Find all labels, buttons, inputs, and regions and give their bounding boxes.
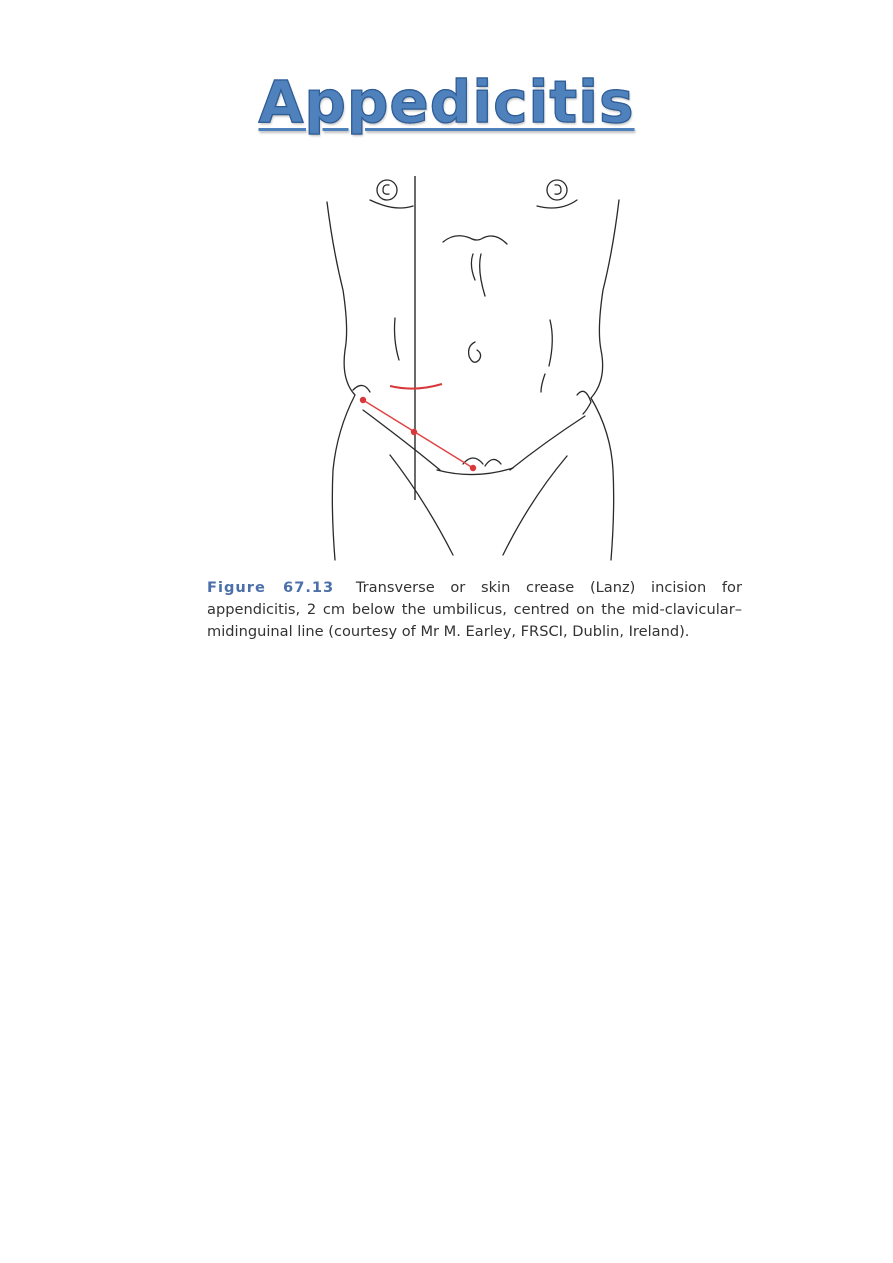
- figure-label: Figure 67.13: [207, 579, 335, 596]
- anterior-superior-iliac-spine-point: [360, 397, 366, 403]
- page-title: Appedicitis: [258, 68, 635, 136]
- figure-caption: [207, 577, 742, 643]
- right-abdominal-line-upper: [549, 320, 552, 366]
- right-areola: [555, 185, 561, 194]
- right-body-edge: [591, 200, 619, 560]
- left-areola: [383, 185, 389, 194]
- rib-arch: [443, 236, 507, 244]
- left-hip-crest: [353, 385, 370, 392]
- right-hip-crest: [577, 391, 591, 414]
- linea-alba-right: [480, 254, 485, 296]
- anatomy-figure: [315, 170, 635, 565]
- right-nipple: [547, 180, 567, 200]
- spino-umbilical-line: [363, 400, 473, 468]
- umbilicus: [469, 342, 481, 362]
- left-nipple: [377, 180, 397, 200]
- right-pectoral-line: [537, 200, 577, 208]
- figure-caption-text: Transverse or skin crease (Lanz) incision for appendicitis, 2 cm below the umbilicus, centred on the mid-clavicular–midinguinal line (courtesy of Mr M. Earley, FRSCI, Dublin, Ireland).: [207, 579, 742, 640]
- mcburney-point: [411, 429, 417, 435]
- left-pectoral-line: [370, 200, 413, 208]
- right-inguinal-fold: [510, 416, 585, 470]
- pubic-mark-right: [485, 459, 501, 466]
- linea-alba-left: [471, 254, 475, 280]
- right-abdominal-line-lower: [541, 374, 545, 392]
- torso-outline: [327, 180, 619, 560]
- right-inner-thigh: [503, 456, 567, 555]
- lanz-incision: [390, 384, 442, 389]
- pubic-point: [470, 465, 476, 471]
- torso-illustration: [315, 170, 635, 565]
- left-body-edge: [327, 202, 355, 560]
- left-abdominal-line: [395, 318, 400, 360]
- left-inner-thigh: [390, 455, 453, 555]
